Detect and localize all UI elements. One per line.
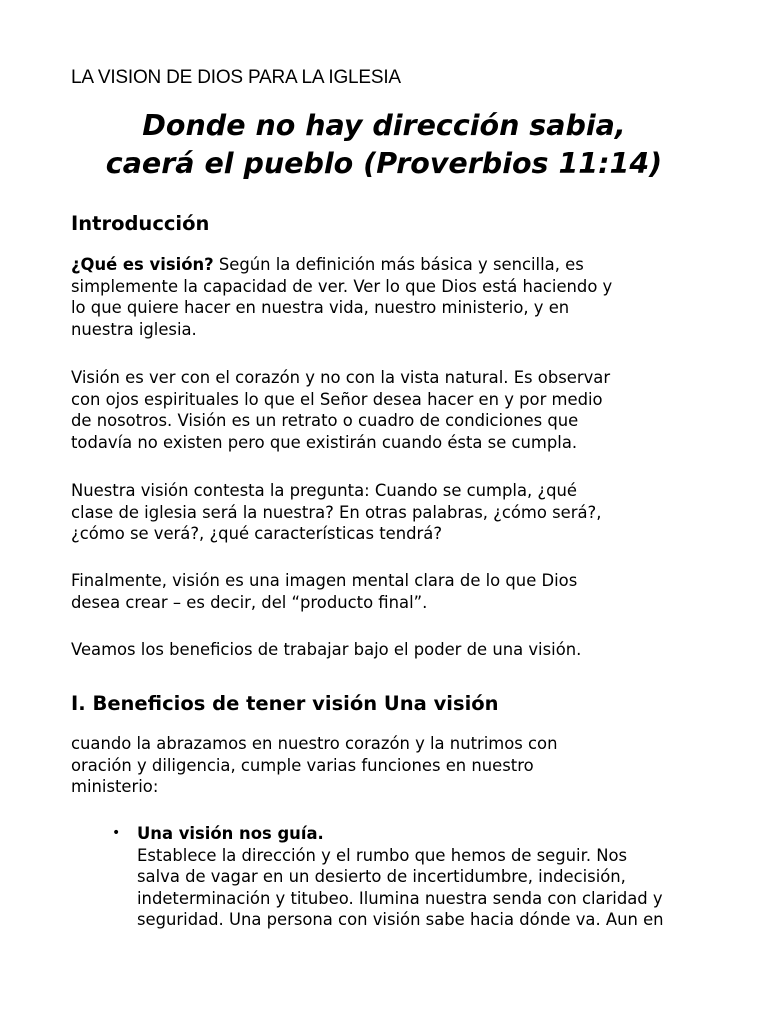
paragraph-line: Nuestra visión contesta la pregunta: Cuando se cumpla, ¿qué bbox=[71, 481, 577, 500]
paragraph-line: desea crear – es decir, del “producto final”. bbox=[71, 592, 428, 612]
paragraph-line: nuestra iglesia. bbox=[71, 319, 197, 339]
paragraph-line bbox=[71, 254, 711, 276]
paragraph-line: Finalmente, visión es una imagen mental clara de lo que Dios bbox=[71, 571, 578, 590]
subtitle-line: Donde no hay dirección sabia, bbox=[142, 109, 626, 142]
list-item bbox=[71, 823, 731, 931]
paragraph-line: cuando la abrazamos en nuestro corazón y la nutrimos con bbox=[71, 734, 558, 753]
paragraph-line: ministerio: bbox=[71, 777, 159, 796]
document-title: LA VISION DE DIOS PARA LA IGLESIA bbox=[71, 67, 401, 88]
paragraph-line: con ojos espirituales lo que el Señor desea hacer en y por medio bbox=[71, 389, 603, 409]
benefits-list bbox=[71, 823, 731, 931]
paragraph-text: Según la definición más básica y sencilla, es bbox=[213, 255, 584, 274]
subtitle-line: caerá el pueblo (Proverbios 11:14) bbox=[105, 147, 663, 180]
bullet-line: seguridad. Una persona con visión sabe hacia dónde va. Aun en bbox=[137, 910, 664, 929]
bullet-line: indeterminación y titubeo. Ilumina nuestra senda con claridad y bbox=[137, 888, 663, 908]
intro-lead-text: ¿Qué es visión? bbox=[71, 255, 214, 274]
intro-paragraph-3 bbox=[71, 480, 711, 545]
paragraph-line: oración y diligencia, cumple varias funciones en nuestro bbox=[71, 755, 534, 775]
paragraph-line: Veamos los beneficios de trabajar bajo el poder de una visión. bbox=[71, 640, 582, 659]
bullet-title: Una visión nos guía. bbox=[137, 824, 324, 843]
paragraph-line: lo que quiere hacer en nuestra vida, nuestro ministerio, y en bbox=[71, 298, 570, 317]
paragraph-line: de nosotros. Visión es un retrato o cuadro de condiciones que bbox=[71, 411, 579, 430]
document-subtitle bbox=[40, 107, 728, 183]
intro-paragraph-1 bbox=[71, 254, 711, 340]
intro-paragraph-2 bbox=[71, 367, 711, 453]
paragraph-line: Visión es ver con el corazón y no con la vista natural. Es observar bbox=[71, 368, 611, 387]
intro-paragraph-4 bbox=[71, 570, 711, 613]
paragraph-line: todavía no existen pero que existirán cuando ésta se cumpla. bbox=[71, 432, 578, 452]
intro-paragraph-5 bbox=[71, 639, 711, 661]
section-1-paragraph-1 bbox=[71, 733, 711, 798]
bullet-line: Establece la dirección y el rumbo que hemos de seguir. Nos bbox=[137, 845, 628, 865]
paragraph-line: ¿cómo se verá?, ¿qué características tendrá? bbox=[71, 524, 443, 543]
bullet-icon: • bbox=[112, 825, 121, 841]
paragraph-line: clase de iglesia será la nuestra? En otras palabras, ¿cómo será?, bbox=[71, 502, 602, 522]
paragraph-line: simplemente la capacidad de ver. Ver lo que Dios está haciendo y bbox=[71, 276, 613, 296]
section-1-heading: I. Beneficios de tener visión Una visión bbox=[71, 692, 499, 715]
bullet-line: salva de vagar en un desierto de incertidumbre, indecisión, bbox=[137, 867, 626, 886]
intro-heading: Introducción bbox=[71, 212, 210, 235]
